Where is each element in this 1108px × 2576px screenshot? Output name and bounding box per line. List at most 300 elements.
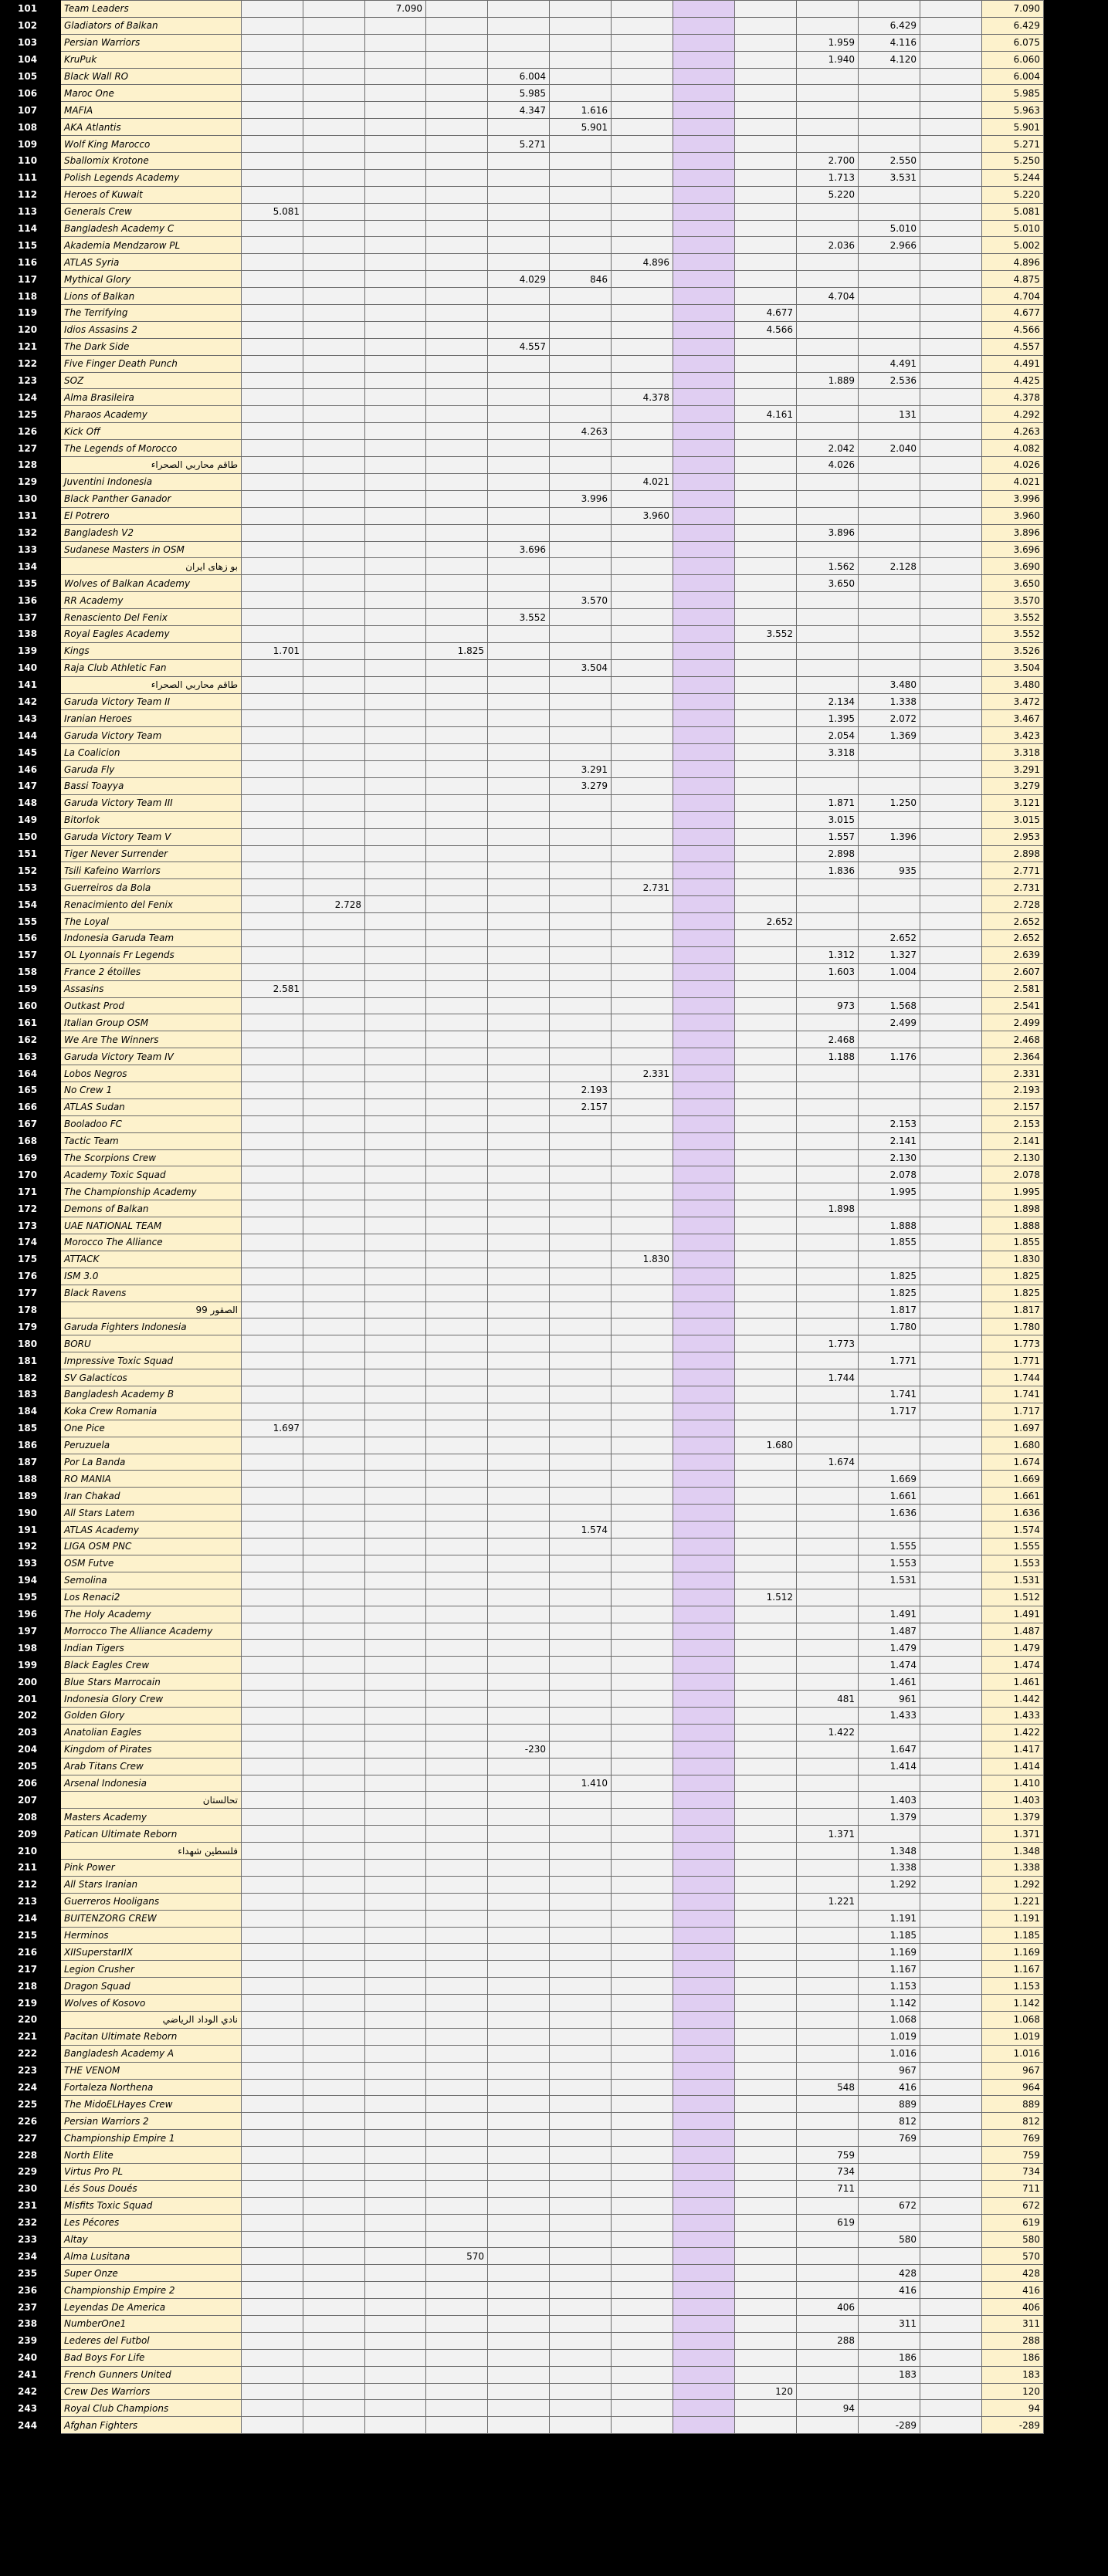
score-cell (673, 1454, 735, 1471)
score-cell (673, 2299, 735, 2316)
score-cell (920, 1859, 982, 1876)
score-cell (550, 1234, 612, 1251)
total-cell: 5.244 (982, 169, 1044, 186)
score-cell (920, 2214, 982, 2231)
score-cell (735, 102, 797, 119)
score-cell: 2.153 (859, 1115, 920, 1132)
table-row (1, 1589, 1078, 1606)
score-cell (612, 457, 673, 474)
score-cell: 5.271 (488, 136, 550, 153)
rank-cell: 213 (1, 1893, 61, 1910)
total-cell: 570 (982, 2248, 1044, 2265)
score-cell (550, 2383, 612, 2400)
score-cell (797, 1589, 859, 1606)
score-cell (920, 1065, 982, 1082)
rank-cell: 152 (1, 862, 61, 879)
score-cell (797, 1623, 859, 1640)
total-cell: 1.741 (982, 1386, 1044, 1403)
score-cell (488, 1876, 550, 1893)
rank-cell: 120 (1, 321, 61, 338)
score-cell (920, 186, 982, 203)
rank-cell: 132 (1, 524, 61, 541)
score-cell (673, 1098, 735, 1115)
score-cell (797, 1910, 859, 1927)
edge-cell (1044, 2011, 1078, 2028)
score-cell (859, 102, 920, 119)
score-cell (550, 1505, 612, 1522)
score-cell (488, 558, 550, 575)
score-cell (488, 17, 550, 34)
score-cell (303, 1149, 365, 1166)
edge-cell (1044, 305, 1078, 322)
total-cell: 5.250 (982, 153, 1044, 170)
score-cell (612, 1183, 673, 1200)
score-cell (303, 271, 365, 288)
score-cell (735, 541, 797, 558)
table-row (1, 1876, 1078, 1893)
score-cell (303, 507, 365, 524)
score-cell (859, 338, 920, 355)
score-cell (673, 102, 735, 119)
score-cell (365, 1944, 426, 1961)
score-cell (673, 1403, 735, 1420)
total-cell: 1.474 (982, 1657, 1044, 1674)
score-cell (426, 1758, 488, 1775)
score-cell (735, 51, 797, 68)
score-cell (488, 913, 550, 930)
score-cell (365, 744, 426, 761)
team-name-cell: Kings (61, 642, 242, 659)
score-cell (426, 1505, 488, 1522)
rank-cell: 241 (1, 2366, 61, 2383)
score-cell (735, 1183, 797, 1200)
rank-cell: 207 (1, 1792, 61, 1809)
team-name-cell: Renasciento Del Fenix (61, 609, 242, 626)
score-cell (920, 1910, 982, 1927)
team-name-cell: Iran Chakad (61, 1488, 242, 1505)
score-cell (365, 659, 426, 676)
score-cell (920, 777, 982, 794)
score-cell (920, 794, 982, 811)
table-row (1, 997, 1078, 1014)
rank-cell: 165 (1, 1082, 61, 1099)
score-cell (242, 1555, 303, 1572)
table-row (1, 136, 1078, 153)
score-cell (612, 524, 673, 541)
score-cell (365, 1318, 426, 1335)
score-cell (488, 1302, 550, 1318)
table-row (1, 2383, 1078, 2400)
score-cell (735, 288, 797, 305)
total-cell: 7.090 (982, 1, 1044, 18)
score-cell (920, 2417, 982, 2434)
score-cell (735, 1724, 797, 1741)
total-cell: 4.875 (982, 271, 1044, 288)
score-cell (797, 1505, 859, 1522)
edge-cell (1044, 1048, 1078, 1065)
score-cell (859, 913, 920, 930)
score-cell (488, 625, 550, 642)
score-cell (797, 1707, 859, 1724)
score-cell (550, 963, 612, 980)
score-cell (426, 2147, 488, 2164)
rank-cell: 129 (1, 473, 61, 490)
score-cell (920, 1538, 982, 1555)
score-cell (735, 2417, 797, 2434)
score-cell (365, 17, 426, 34)
score-cell (426, 1843, 488, 1860)
total-cell: 4.082 (982, 440, 1044, 457)
score-cell (365, 1606, 426, 1623)
table-row (1, 406, 1078, 423)
score-cell (673, 321, 735, 338)
edge-cell (1044, 1640, 1078, 1657)
score-cell (859, 2180, 920, 2197)
score-cell (797, 355, 859, 372)
score-cell (859, 761, 920, 778)
score-cell (303, 862, 365, 879)
table-row (1, 372, 1078, 389)
table-row (1, 761, 1078, 778)
score-cell: 769 (859, 2130, 920, 2147)
score-cell (550, 2282, 612, 2299)
rank-cell: 236 (1, 2282, 61, 2299)
score-cell (550, 288, 612, 305)
score-cell (365, 372, 426, 389)
score-cell (303, 642, 365, 659)
score-cell: 1.221 (797, 1893, 859, 1910)
score-cell (550, 1369, 612, 1386)
score-cell (920, 2383, 982, 2400)
score-cell (550, 1420, 612, 1437)
score-cell (735, 575, 797, 592)
score-cell (426, 963, 488, 980)
score-cell (303, 1065, 365, 1082)
table-row (1, 1065, 1078, 1082)
score-cell (426, 1454, 488, 1471)
table-row (1, 1927, 1078, 1944)
team-name-cell: No Crew 1 (61, 1082, 242, 1099)
table-row (1, 1674, 1078, 1691)
team-name-cell: NumberOne1 (61, 2316, 242, 2333)
score-cell (242, 1724, 303, 1741)
score-cell: 3.960 (612, 507, 673, 524)
rank-cell: 210 (1, 1843, 61, 1860)
score-cell (797, 2028, 859, 2045)
total-cell: 4.491 (982, 355, 1044, 372)
edge-cell (1044, 524, 1078, 541)
team-name-cell: THE VENOM (61, 2062, 242, 2079)
score-cell (859, 1724, 920, 1741)
score-cell (797, 1352, 859, 1369)
score-cell (612, 2180, 673, 2197)
score-cell (735, 1251, 797, 1268)
score-cell (550, 1910, 612, 1927)
total-cell: 1.292 (982, 1876, 1044, 1893)
score-cell (612, 1403, 673, 1420)
rank-cell: 220 (1, 2011, 61, 2028)
score-cell (859, 2400, 920, 2417)
score-cell (242, 1437, 303, 1454)
score-cell (673, 625, 735, 642)
score-cell (797, 2197, 859, 2214)
score-cell (488, 1352, 550, 1369)
total-cell: 1.338 (982, 1859, 1044, 1876)
rank-cell: 224 (1, 2079, 61, 2096)
score-cell (426, 1691, 488, 1708)
rank-cell: 113 (1, 203, 61, 220)
rank-cell: 145 (1, 744, 61, 761)
score-cell (673, 355, 735, 372)
score-cell (488, 811, 550, 828)
total-cell: 3.279 (982, 777, 1044, 794)
score-cell (673, 2045, 735, 2062)
edge-cell (1044, 1674, 1078, 1691)
score-cell (735, 1555, 797, 1572)
score-cell (488, 423, 550, 440)
rank-cell: 103 (1, 34, 61, 51)
score-cell (303, 2332, 365, 2349)
total-cell: 3.570 (982, 592, 1044, 609)
rank-cell: 124 (1, 389, 61, 406)
score-cell (242, 1775, 303, 1792)
score-cell (673, 1589, 735, 1606)
rank-cell: 189 (1, 1488, 61, 1505)
score-cell (242, 2349, 303, 2366)
table-row (1, 2248, 1078, 2265)
score-cell (488, 1691, 550, 1708)
score-cell (242, 1403, 303, 1420)
score-cell (735, 1538, 797, 1555)
score-cell (488, 1893, 550, 1910)
score-cell (303, 1386, 365, 1403)
score-cell (303, 1995, 365, 2012)
score-cell (612, 2349, 673, 2366)
team-name-cell: Afghan Fighters (61, 2417, 242, 2434)
total-cell: 1.414 (982, 1758, 1044, 1775)
team-name-cell: Royal Eagles Academy (61, 625, 242, 642)
table-row (1, 1335, 1078, 1352)
score-cell (303, 254, 365, 271)
score-cell (488, 203, 550, 220)
score-cell (920, 423, 982, 440)
score-cell: 2.157 (550, 1098, 612, 1115)
score-cell (488, 406, 550, 423)
total-cell: 1.422 (982, 1724, 1044, 1741)
score-cell (859, 592, 920, 609)
score-cell (859, 1031, 920, 1048)
score-cell (612, 1115, 673, 1132)
score-cell (303, 34, 365, 51)
score-cell (365, 490, 426, 507)
score-cell (735, 254, 797, 271)
total-cell: 6.075 (982, 34, 1044, 51)
score-cell: 1.068 (859, 2011, 920, 2028)
score-cell (303, 1876, 365, 1893)
total-cell: 4.566 (982, 321, 1044, 338)
team-name-cell: Alma Lusitana (61, 2248, 242, 2265)
team-name-cell: Gladiators of Balkan (61, 17, 242, 34)
edge-cell (1044, 1809, 1078, 1826)
score-cell (673, 237, 735, 254)
team-name-cell: Wolf King Marocco (61, 136, 242, 153)
score-cell: 1.433 (859, 1707, 920, 1724)
score-cell (735, 186, 797, 203)
edge-cell (1044, 1910, 1078, 1927)
total-cell: 1.169 (982, 1944, 1044, 1961)
score-cell (735, 1335, 797, 1352)
score-cell (365, 1471, 426, 1488)
score-cell (426, 862, 488, 879)
score-cell (612, 1724, 673, 1741)
score-cell (673, 1809, 735, 1826)
team-name-cell: Polish Legends Academy (61, 169, 242, 186)
score-cell (303, 693, 365, 710)
score-cell (797, 2265, 859, 2282)
score-cell (735, 1234, 797, 1251)
score-cell (303, 1589, 365, 1606)
score-cell (797, 676, 859, 693)
score-cell (673, 34, 735, 51)
total-cell: 2.581 (982, 980, 1044, 997)
score-cell (303, 625, 365, 642)
score-cell (303, 1843, 365, 1860)
edge-cell (1044, 761, 1078, 778)
score-cell (303, 220, 365, 237)
score-cell (612, 169, 673, 186)
score-cell (735, 1149, 797, 1166)
score-cell (426, 220, 488, 237)
score-cell (920, 1775, 982, 1792)
table-row (1, 1724, 1078, 1741)
score-cell (303, 1944, 365, 1961)
score-cell: 1.019 (859, 2028, 920, 2045)
edge-cell (1044, 1741, 1078, 1758)
rank-cell: 217 (1, 1961, 61, 1978)
team-name-cell: Arsenal Indonesia (61, 1775, 242, 1792)
score-cell (797, 2096, 859, 2113)
score-cell (612, 997, 673, 1014)
rank-cell: 170 (1, 1166, 61, 1183)
edge-cell (1044, 1183, 1078, 1200)
total-cell: 1.433 (982, 1707, 1044, 1724)
rank-cell: 206 (1, 1775, 61, 1792)
score-cell (673, 1285, 735, 1302)
table-row (1, 2366, 1078, 2383)
edge-cell (1044, 2130, 1078, 2147)
table-row (1, 1522, 1078, 1538)
score-cell: 812 (859, 2113, 920, 2130)
score-cell (673, 1623, 735, 1640)
score-cell (242, 2062, 303, 2079)
rank-cell: 225 (1, 2096, 61, 2113)
score-cell (426, 1437, 488, 1454)
score-cell (735, 423, 797, 440)
score-cell (303, 1098, 365, 1115)
score-cell (550, 1014, 612, 1031)
score-cell (488, 305, 550, 322)
score-cell (426, 338, 488, 355)
score-cell: 3.650 (797, 575, 859, 592)
score-cell (797, 609, 859, 626)
score-cell (612, 1522, 673, 1538)
edge-cell (1044, 203, 1078, 220)
score-cell: 967 (859, 2062, 920, 2079)
score-cell (303, 1724, 365, 1741)
team-name-cell: Masters Academy (61, 1809, 242, 1826)
score-cell (365, 1352, 426, 1369)
score-cell (920, 997, 982, 1014)
table-row (1, 1285, 1078, 1302)
score-cell (550, 1859, 612, 1876)
table-row (1, 1606, 1078, 1623)
score-cell (303, 997, 365, 1014)
score-cell: 3.552 (735, 625, 797, 642)
score-cell (797, 1961, 859, 1978)
edge-cell (1044, 2180, 1078, 2197)
score-cell (365, 457, 426, 474)
score-cell: 6.004 (488, 68, 550, 85)
score-cell (797, 1522, 859, 1538)
score-cell (303, 2045, 365, 2062)
score-cell (920, 1674, 982, 1691)
score-cell (365, 2366, 426, 2383)
score-cell (735, 2332, 797, 2349)
score-cell: 2.134 (797, 693, 859, 710)
score-cell (303, 744, 365, 761)
score-cell (488, 659, 550, 676)
score-cell (673, 1944, 735, 1961)
score-cell (920, 524, 982, 541)
score-cell (550, 473, 612, 490)
score-cell (673, 372, 735, 389)
edge-cell (1044, 2197, 1078, 2214)
score-cell (735, 1876, 797, 1893)
score-cell (612, 946, 673, 963)
score-cell (303, 659, 365, 676)
score-cell (859, 1589, 920, 1606)
score-cell (426, 1724, 488, 1741)
score-cell: 1.616 (550, 102, 612, 119)
score-cell (426, 305, 488, 322)
score-cell (303, 2062, 365, 2079)
total-cell: 4.896 (982, 254, 1044, 271)
score-cell (426, 490, 488, 507)
table-row (1, 271, 1078, 288)
score-cell (365, 2011, 426, 2028)
score-cell (920, 2366, 982, 2383)
score-cell (612, 1538, 673, 1555)
score-cell (920, 1302, 982, 1318)
team-name-cell: The Championship Academy (61, 1183, 242, 1200)
table-row (1, 1843, 1078, 1860)
score-cell (735, 1927, 797, 1944)
score-cell (303, 946, 365, 963)
score-cell: 1.713 (797, 169, 859, 186)
table-row (1, 1944, 1078, 1961)
score-cell (426, 524, 488, 541)
score-cell (797, 1251, 859, 1268)
score-cell (859, 473, 920, 490)
score-cell (550, 1183, 612, 1200)
score-cell (673, 1522, 735, 1538)
total-cell: 2.193 (982, 1082, 1044, 1099)
score-cell (920, 1724, 982, 1741)
score-cell (673, 254, 735, 271)
score-cell (550, 744, 612, 761)
score-cell: 1.771 (859, 1352, 920, 1369)
score-cell (365, 1555, 426, 1572)
